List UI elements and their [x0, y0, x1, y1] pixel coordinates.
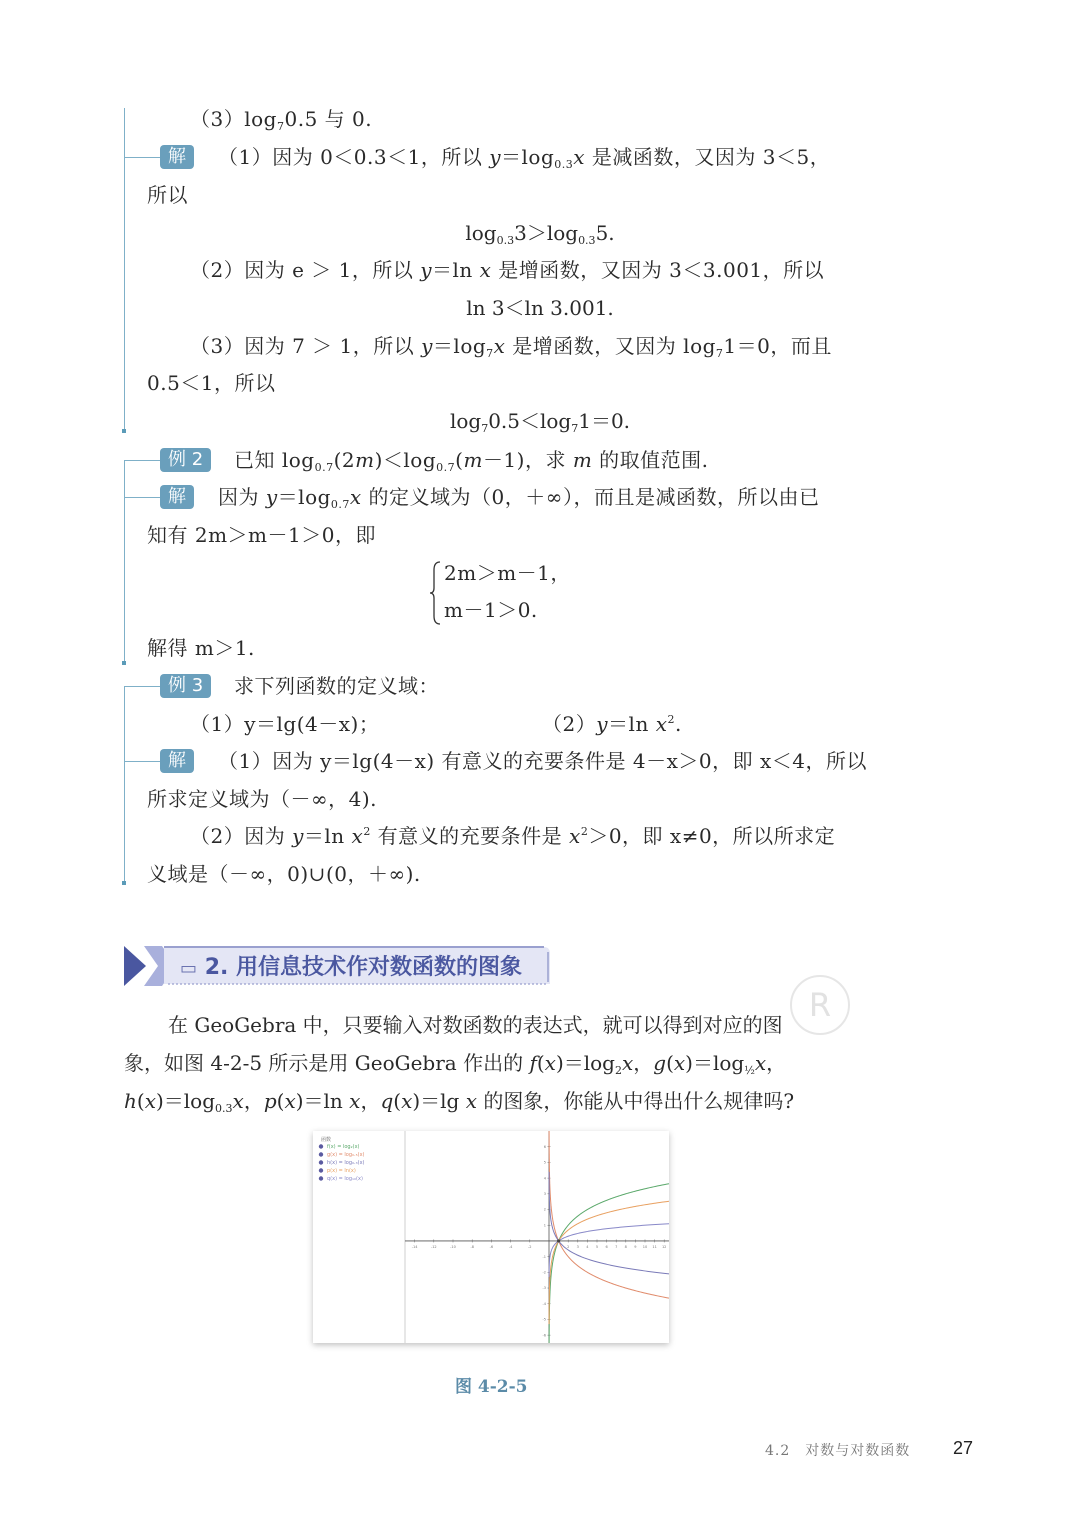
geogebra-figure — [313, 1131, 669, 1343]
common-point-1-0 — [557, 1239, 560, 1242]
legend-entry: g(x) = log₀.₅(x) — [327, 1152, 365, 1158]
x-tick-label: -14 — [411, 1244, 418, 1249]
margin-rule — [124, 686, 125, 882]
y-tick-label: 6 — [543, 1144, 546, 1149]
intro-line2: 象，如图 4-2-5 所示是用 GeoGebra 作出的 $f(x)=\log_2x$，$g(x)=\log_{\frac{1}{2}}x$， — [124, 1051, 787, 1077]
curve-f — [549, 1184, 669, 1343]
solution1-eq2: ln 3＜ln 3.001. — [466, 296, 614, 320]
page-number: 27 — [953, 1438, 974, 1458]
y-tick-label: -6 — [542, 1333, 546, 1338]
example3-question: 求下列函数的定义域： — [234, 674, 439, 698]
x-tick-label: 12 — [661, 1244, 667, 1249]
x-tick-label: 5 — [595, 1244, 599, 1249]
badge-connector — [124, 497, 160, 498]
x-tick-label: 2 — [567, 1244, 570, 1249]
solution1-eq1: $\log_{0.3}3>\log_{0.3}5$. — [465, 221, 615, 247]
badge-connector — [124, 761, 160, 762]
system-line2: m－1＞0. — [444, 598, 538, 622]
y-tick-label: -5 — [542, 1317, 546, 1322]
x-tick-label: 9 — [634, 1244, 637, 1249]
legend-dot — [319, 1176, 323, 1180]
y-tick-label: -2 — [542, 1270, 546, 1275]
legend-entry: q(x) = log₁₀(x) — [327, 1176, 363, 1182]
y-tick-label: 1 — [543, 1223, 546, 1228]
legend-entry: p(x) = ln(x) — [327, 1168, 356, 1174]
legend-dot — [319, 1152, 323, 1156]
figure-caption: 图 4-2-5 — [455, 1377, 528, 1397]
legend-title: 函数 — [321, 1137, 332, 1143]
y-tick-label: -1 — [542, 1254, 546, 1259]
y-tick-label: 2 — [543, 1207, 546, 1212]
y-tick-label: 5 — [543, 1160, 546, 1165]
badge-connector — [124, 686, 160, 687]
legend-dot — [319, 1160, 323, 1164]
x-tick-label: -10 — [450, 1244, 456, 1249]
footer-section-title: 4.2 对数与对数函数 — [765, 1443, 911, 1459]
system-line1: 2m＞m－1， — [444, 561, 571, 585]
solution1-eq3: $\log_70.5<\log_71=0$. — [449, 409, 631, 435]
section-title: ▭ 2. 用信息技术作对数函数的图象 — [180, 955, 523, 980]
legend-entry: h(x) = log₀.₃(x) — [327, 1160, 365, 1166]
example1-item3: $(3)\log_70.5$ 与 0. — [190, 107, 373, 133]
example-badge: 例 2 — [160, 448, 211, 472]
intro-line3: $h(x)=\log_{0.3}x$，p(x)＝ln x，q(x)＝lg x 的图象，你能从中得出什么规律吗? — [124, 1089, 795, 1115]
badge-connector — [124, 157, 160, 158]
x-tick-label: -8 — [470, 1244, 474, 1249]
example-badge: 例 3 — [160, 674, 211, 698]
intro-line1: 在 GeoGebra 中，只要输入对数函数的表达式，就可以得到对应的图 — [168, 1013, 783, 1037]
solution1-line3: （2）因为 e ＞ 1，所以 y＝ln x 是增函数，又因为 3＜3.001，所以 — [190, 258, 825, 282]
curve-p — [549, 1201, 669, 1324]
example3-solution-line2: 所求定义域为（－∞，4). — [147, 787, 378, 811]
example2-solution-line2: 知有 2m＞m－1＞0，即 — [147, 523, 376, 547]
legend-entry: f(x) = log₂(x) — [327, 1144, 360, 1150]
solution1-line2: 所以 — [147, 183, 188, 207]
x-tick-label: -4 — [508, 1244, 513, 1249]
registered-watermark-icon: R — [790, 975, 850, 1035]
x-tick-label: 3 — [576, 1244, 579, 1249]
x-tick-label: -6 — [489, 1244, 494, 1249]
badge-connector — [124, 460, 160, 461]
margin-rule — [124, 460, 125, 662]
example3-solution-line1: （1）因为 y＝lg(4－x) 有意义的充要条件是 4－x＞0，即 x＜4，所以 — [218, 749, 867, 773]
example3-item1: （1）y＝lg(4－x)； — [190, 712, 380, 736]
system-brace — [428, 560, 442, 626]
legend-dot — [319, 1168, 323, 1172]
x-tick-label: 7 — [615, 1244, 618, 1249]
x-tick-label: 8 — [624, 1244, 627, 1249]
x-tick-label: 4 — [586, 1244, 589, 1249]
solution1-line5: 0.5＜1，所以 — [147, 371, 276, 395]
curve-g — [549, 1131, 669, 1298]
x-tick-label: -2 — [528, 1244, 532, 1249]
y-tick-label: 4 — [543, 1176, 546, 1181]
y-tick-label: -3 — [542, 1286, 546, 1291]
example3-item2: （2）y＝ln $x^2$. — [542, 712, 682, 736]
example3-solution-line3: （2）因为 y＝ln $x^2$ 有意义的充要条件是 $x^2>0$，即 x≠0，所以所求定 — [190, 824, 836, 848]
example2-question: 已知 $\log_{0.7}(2m)<\log_{0.7}(m-1)$，求 m 的取值范围. — [234, 448, 709, 474]
curve-q — [549, 1224, 669, 1277]
legend-dot — [319, 1144, 323, 1148]
geogebra-graph — [313, 1131, 669, 1343]
x-tick-label: 11 — [652, 1244, 657, 1249]
x-tick-label: -12 — [430, 1244, 437, 1249]
example2-result: 解得 m＞1. — [147, 636, 255, 660]
example3-solution-line4: 义域是（－∞，0)∪(0，＋∞). — [147, 862, 421, 886]
x-tick-label: 6 — [605, 1244, 608, 1249]
y-tick-label: -4 — [542, 1301, 546, 1306]
y-tick-label: 3 — [543, 1192, 546, 1197]
x-tick-label: 10 — [642, 1244, 648, 1249]
solution-badge: 解 — [160, 145, 194, 169]
solution1-line1: （1）因为 0＜0.3＜1，所以 $y=\log_{0.3}x$ 是减函数，又因为 3＜5， — [218, 145, 831, 171]
example2-solution-line1: 因为 $y=\log_{0.7}x$ 的定义域为（0，＋∞），而且是减函数，所以由已 — [218, 485, 820, 511]
computer-icon: ▭ — [180, 958, 198, 979]
solution-badge: 解 — [160, 485, 194, 509]
solution-badge: 解 — [160, 749, 194, 773]
solution1-line4: （3）因为 7 ＞ 1，所以 $y=\log_7x$ 是增函数，又因为 $\log_71=0$，而且 — [190, 334, 832, 360]
